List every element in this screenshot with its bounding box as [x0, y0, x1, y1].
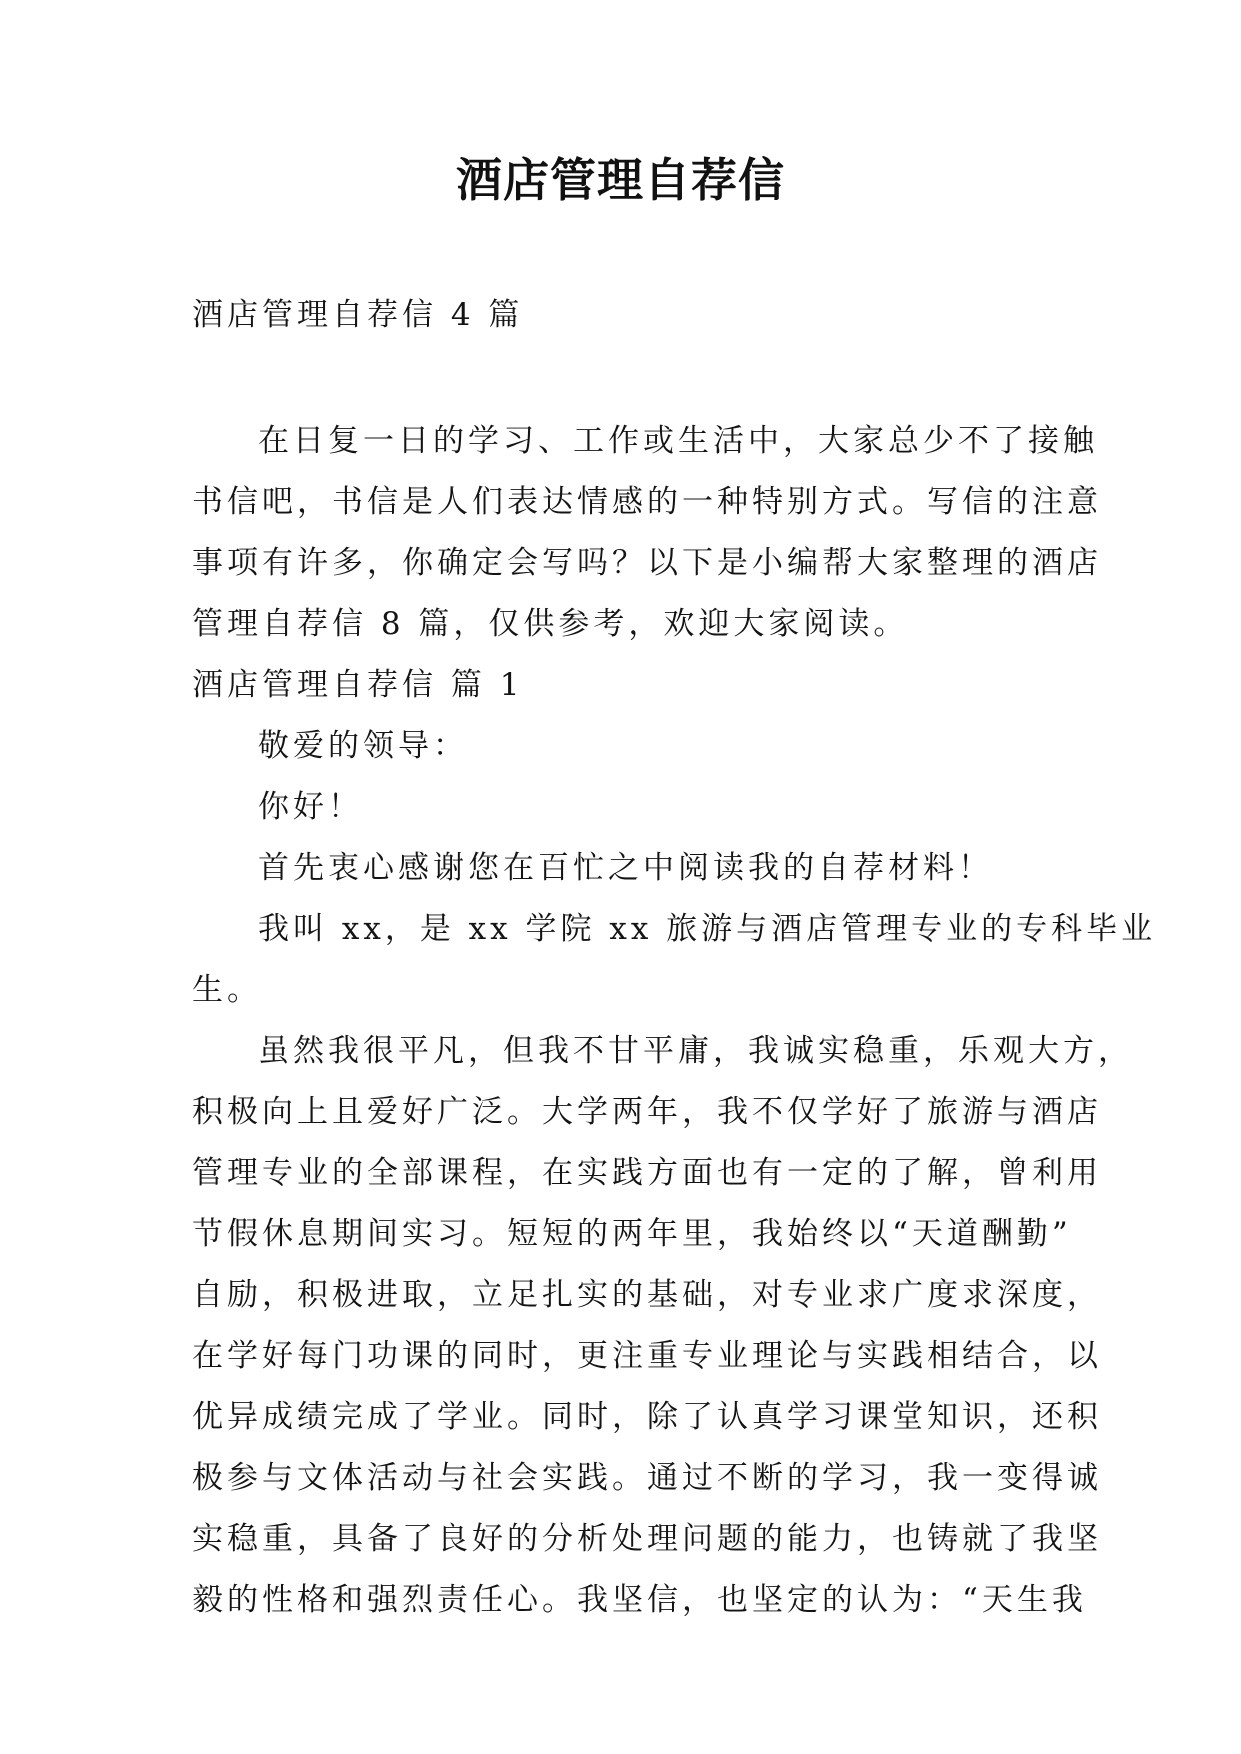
intro-line: 事项有许多，你确定会写吗？以下是小编帮大家整理的酒店: [192, 545, 1102, 581]
body-paragraph: [192, 1021, 1133, 1631]
body-line: 极参与文体活动与社会实践。通过不断的学习，我一变得诚: [192, 1460, 1102, 1496]
body-line: 管理专业的全部课程，在实践方面也有一定的了解，曾利用: [192, 1155, 1102, 1191]
document-title: 酒店管理自荐信: [456, 153, 785, 207]
body-line: 虽然我很平凡，但我不甘平庸，我诚实稳重，乐观大方，: [258, 1033, 1133, 1069]
body-line: 在学好每门功课的同时，更注重专业理论与实践相结合，以: [192, 1338, 1102, 1374]
body-line: 节假休息期间实习。短短的两年里，我始终以“天道酬勤”: [192, 1216, 1072, 1252]
salutation: 敬爱的领导：: [258, 728, 468, 764]
body-line: 实稳重，具备了良好的分析处理问题的能力，也铸就了我坚: [192, 1521, 1102, 1557]
self-intro-paragraph: [192, 899, 1157, 1021]
self-intro-line: 生。: [192, 972, 262, 1008]
document-subtitle: 酒店管理自荐信 4 篇: [192, 297, 524, 333]
intro-line: 管理自荐信 8 篇，仅供参考，欢迎大家阅读。: [192, 606, 909, 642]
self-intro-line: 我叫 xx，是 xx 学院 xx 旅游与酒店管理专业的专科毕业: [258, 911, 1157, 947]
body-line: 积极向上且爱好广泛。大学两年，我不仅学好了旅游与酒店: [192, 1094, 1102, 1130]
body-line: 自励，积极进取，立足扎实的基础，对专业求广度求深度，: [192, 1277, 1102, 1313]
body-line: 毅的性格和强烈责任心。我坚信，也坚定的认为：“天生我: [192, 1582, 1087, 1618]
body-line: 优异成绩完成了学业。同时，除了认真学习课堂知识，还积: [192, 1399, 1102, 1435]
intro-line: 书信吧，书信是人们表达情感的一种特别方式。写信的注意: [192, 484, 1102, 520]
section-heading: 酒店管理自荐信 篇 1: [192, 667, 524, 703]
document-body: [192, 285, 1157, 1631]
intro-paragraph: [192, 411, 1102, 655]
greeting: 你好！: [258, 789, 363, 825]
intro-line: 在日复一日的学习、工作或生活中，大家总少不了接触: [258, 423, 1098, 459]
thanks-line: 首先衷心感谢您在百忙之中阅读我的自荐材料！: [258, 850, 993, 886]
